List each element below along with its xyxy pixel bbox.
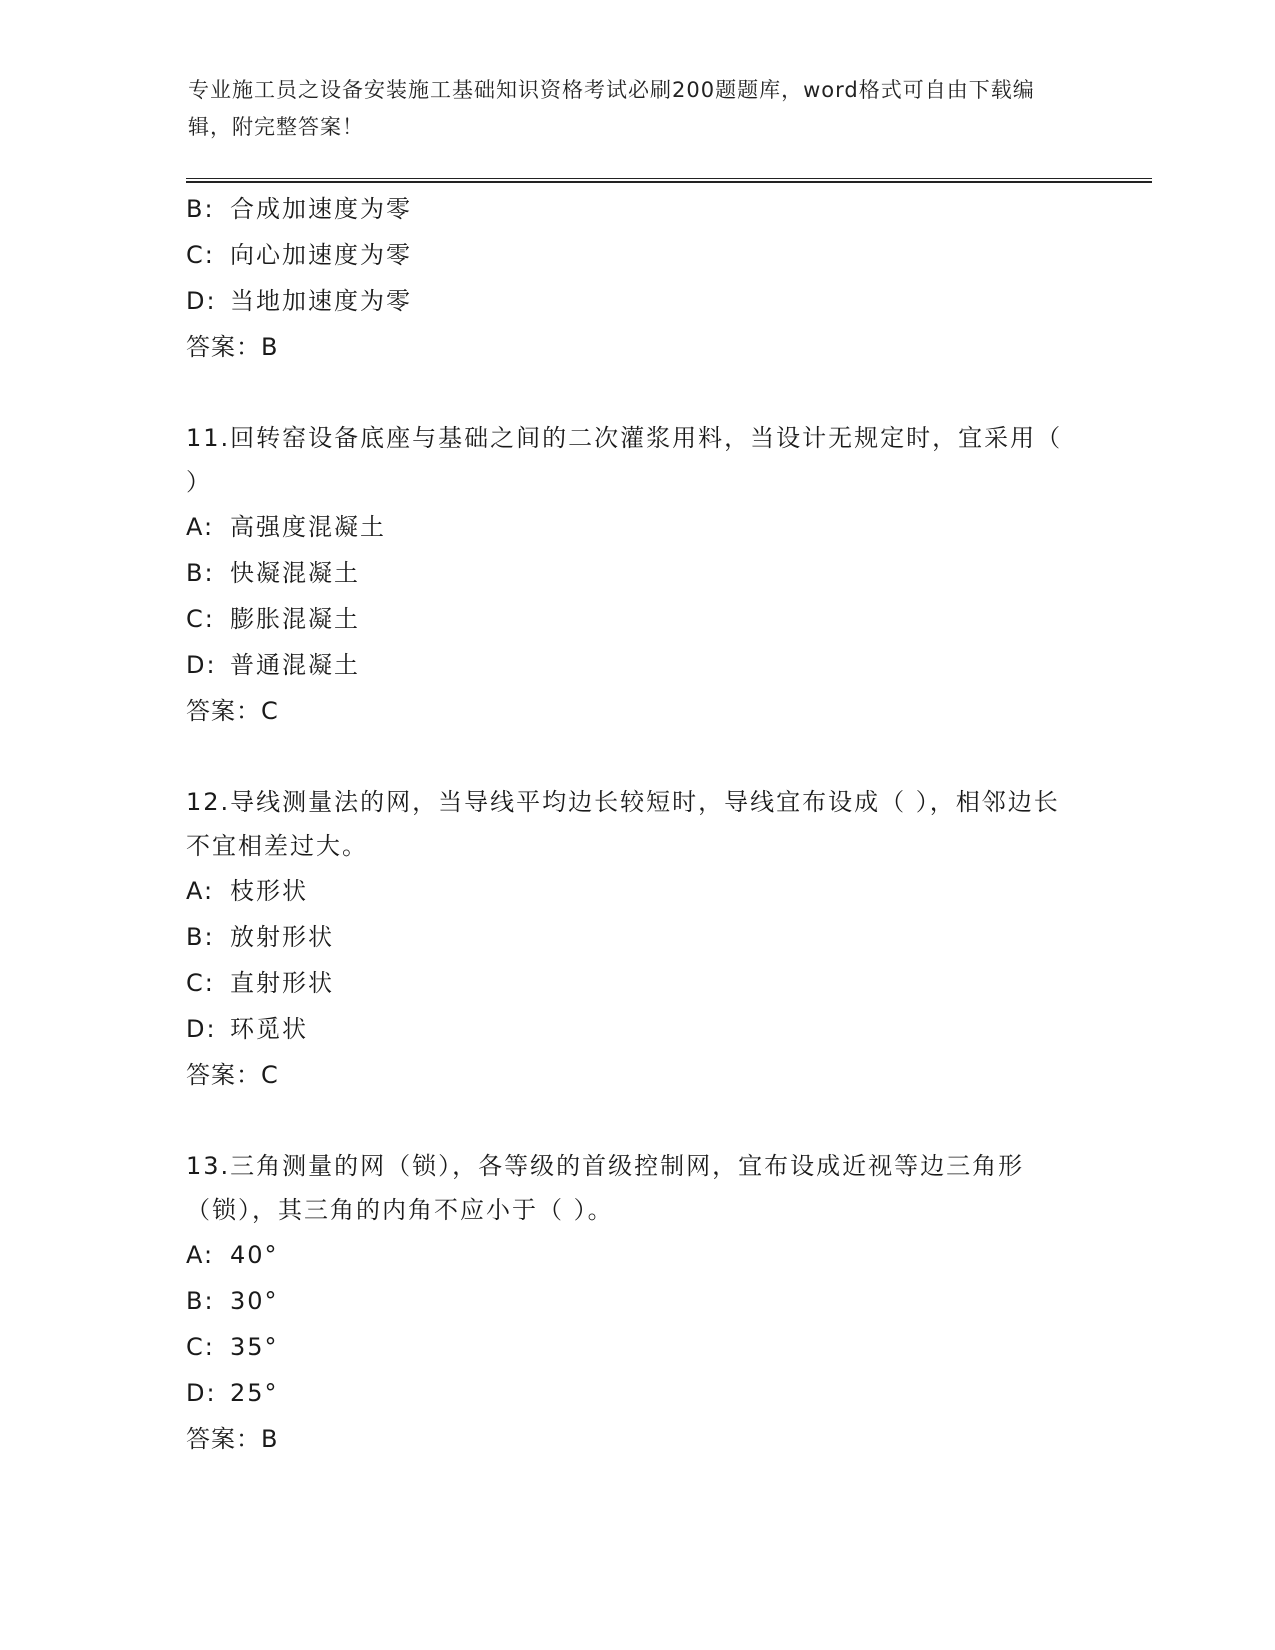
answer-line: 答案：C <box>186 697 279 725</box>
option-text: 40° <box>230 1241 279 1269</box>
spacer <box>186 370 1086 416</box>
option-letter: D: <box>186 1379 217 1407</box>
option-text: 膨胀混凝土 <box>230 605 360 633</box>
option-letter: D: <box>186 287 217 315</box>
question-stem: 12.导线测量法的网，当导线平均边长较短时，导线宜布设成（ ），相邻边长不宜相差过大。 <box>186 788 1060 860</box>
option-text: 合成加速度为零 <box>230 195 412 223</box>
answer-line: 答案：B <box>186 1425 279 1453</box>
option-a <box>186 1232 1086 1278</box>
spacer <box>186 734 1086 780</box>
spacer <box>186 1098 1086 1144</box>
option-letter: A: <box>186 877 215 905</box>
option-a <box>186 868 1086 914</box>
option-text: 枝形状 <box>230 877 308 905</box>
option-text: 35° <box>230 1333 279 1361</box>
option-c <box>186 596 1086 642</box>
option-text: 当地加速度为零 <box>230 287 412 315</box>
question-stem: 11.回转窑设备底座与基础之间的二次灌浆用料，当设计无规定时，宜采用（ ） <box>186 424 1063 496</box>
option-c <box>186 1324 1086 1370</box>
option-d <box>186 642 1086 688</box>
option-letter: A: <box>186 513 215 541</box>
option-text: 快凝混凝土 <box>230 559 360 587</box>
option-c <box>186 960 1086 1006</box>
option-letter: B: <box>186 559 215 587</box>
option-d <box>186 1006 1086 1052</box>
option-letter: A: <box>186 1241 215 1269</box>
answer-line: 答案：C <box>186 1061 279 1089</box>
option-b <box>186 914 1086 960</box>
option-letter: C: <box>186 969 215 997</box>
option-text: 普通混凝土 <box>230 651 360 679</box>
option-text: 放射形状 <box>230 923 334 951</box>
question-12 <box>186 780 1086 1098</box>
question-11 <box>186 416 1086 734</box>
question-list <box>186 186 1086 1462</box>
option-d <box>186 278 1086 324</box>
header-divider <box>186 178 1152 183</box>
option-letter: C: <box>186 605 215 633</box>
option-letter: D: <box>186 651 217 679</box>
question-13 <box>186 1144 1086 1462</box>
option-letter: C: <box>186 241 215 269</box>
prev-question <box>186 186 1086 370</box>
option-c <box>186 232 1086 278</box>
option-text: 环觅状 <box>230 1015 308 1043</box>
option-b <box>186 550 1086 596</box>
option-text: 直射形状 <box>230 969 334 997</box>
option-text: 30° <box>230 1287 279 1315</box>
question-stem: 13.三角测量的网（锁），各等级的首级控制网，宜布设成近视等边三角形（锁），其三角的内角不应小于（ ）。 <box>186 1152 1025 1224</box>
option-b <box>186 1278 1086 1324</box>
answer-line: 答案：B <box>186 333 279 361</box>
option-d <box>186 1370 1086 1416</box>
document-header: 专业施工员之设备安装施工基础知识资格考试必刷200题题库，word格式可自由下载编辑，附完整答案！ <box>188 78 1035 139</box>
option-letter: B: <box>186 923 215 951</box>
option-letter: B: <box>186 195 215 223</box>
option-b <box>186 186 1086 232</box>
option-letter: D: <box>186 1015 217 1043</box>
option-text: 25° <box>230 1379 279 1407</box>
option-text: 向心加速度为零 <box>230 241 412 269</box>
option-letter: B: <box>186 1287 215 1315</box>
option-letter: C: <box>186 1333 215 1361</box>
option-text: 高强度混凝土 <box>230 513 386 541</box>
option-a <box>186 504 1086 550</box>
